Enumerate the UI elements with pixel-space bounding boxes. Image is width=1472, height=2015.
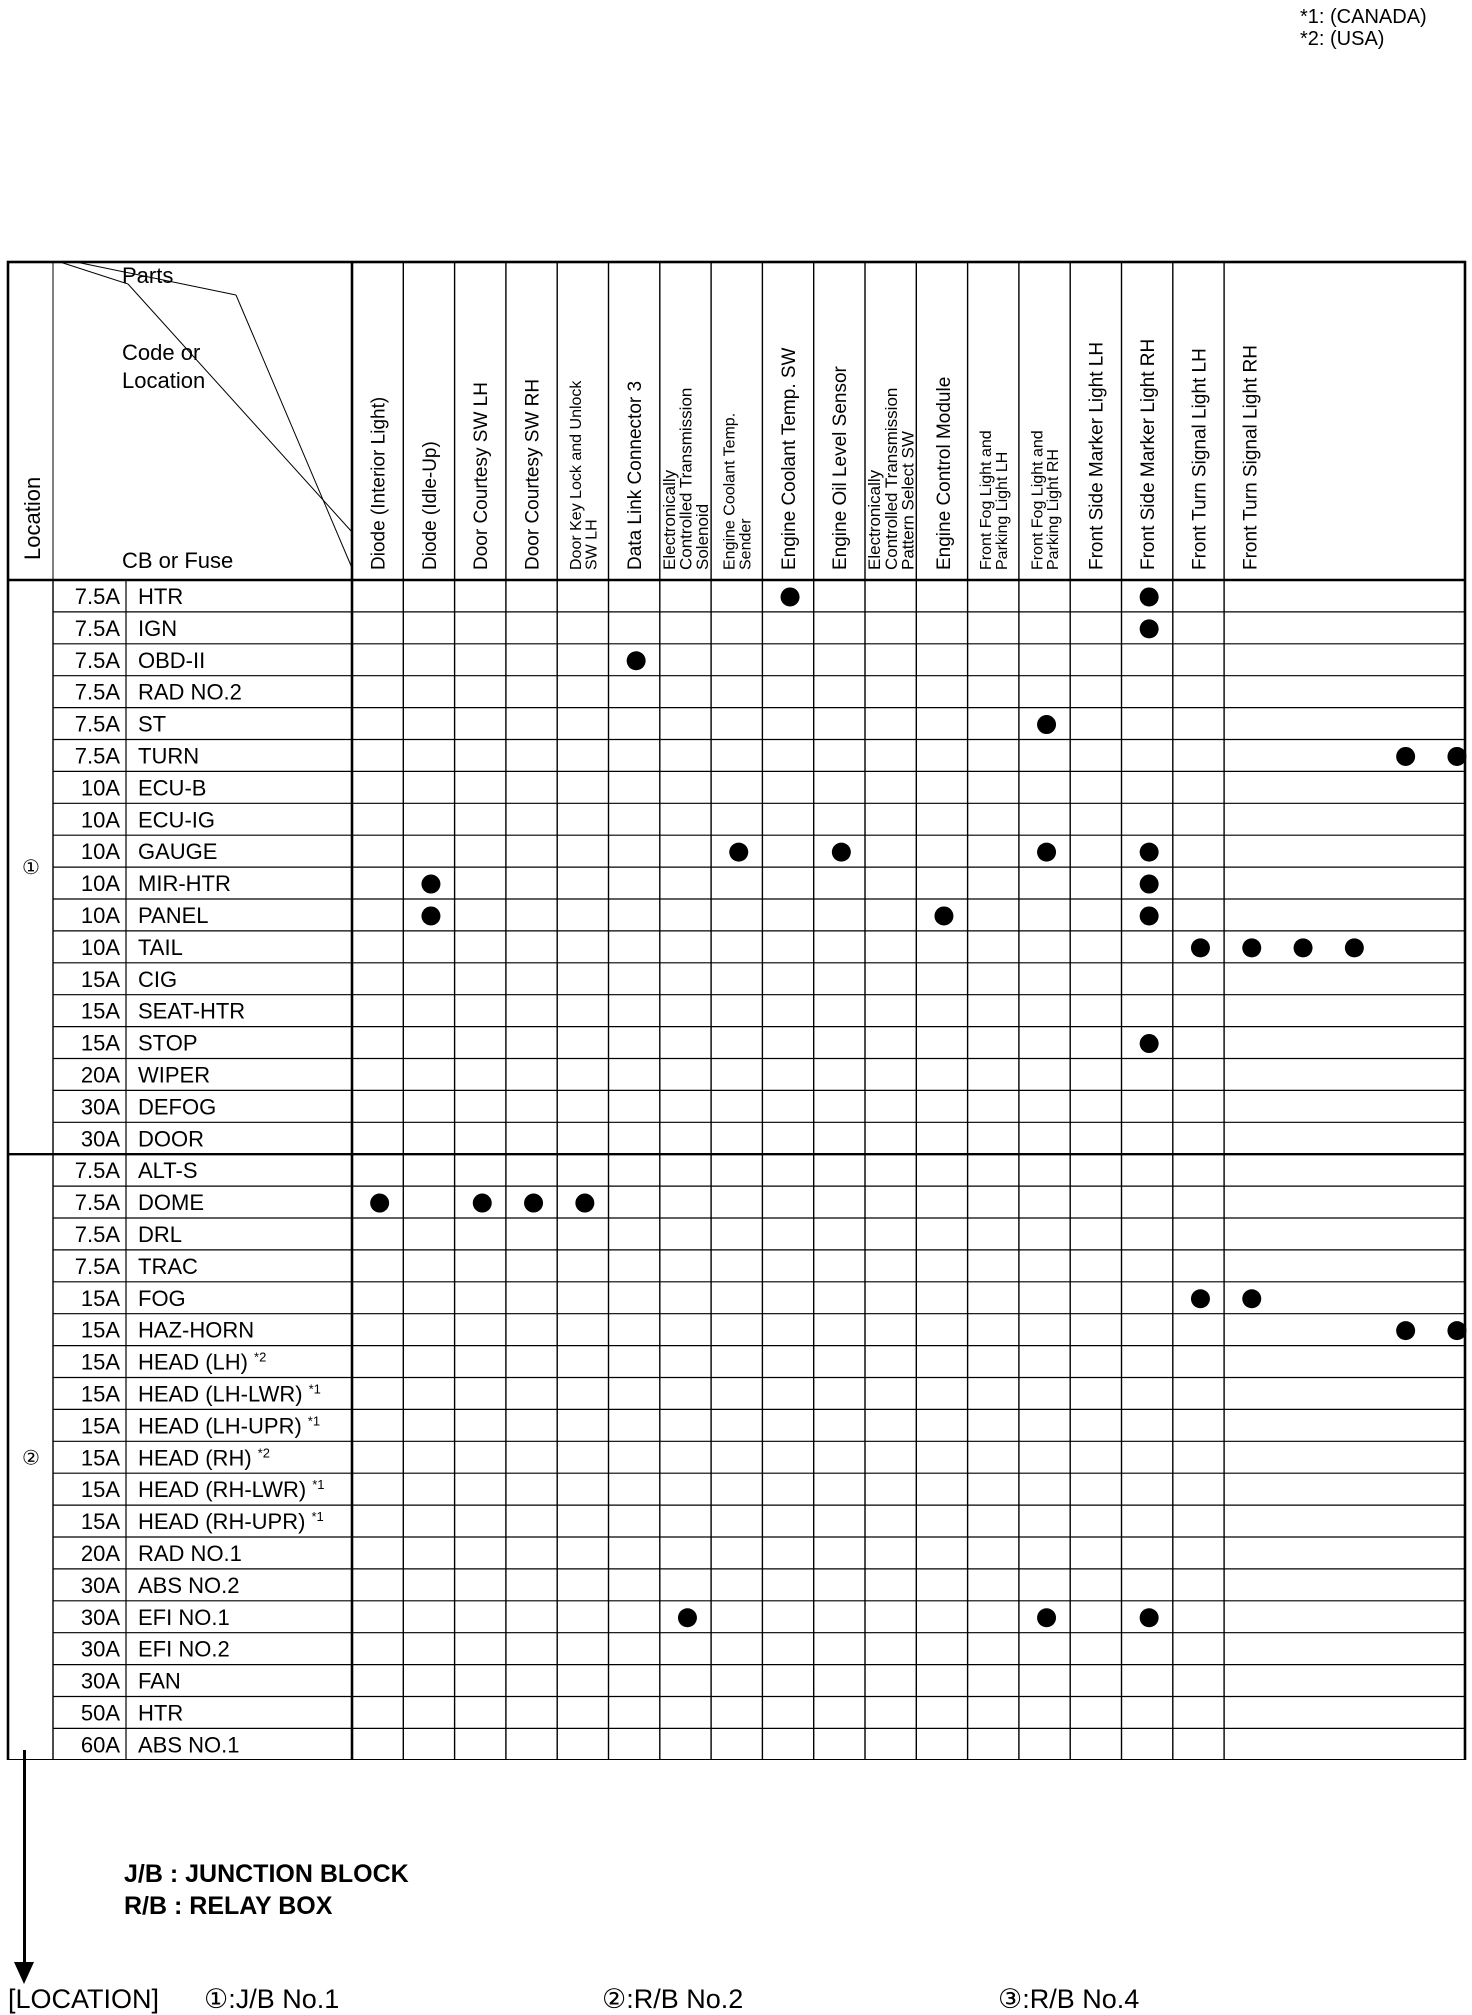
fuse-amperage: 7.5A xyxy=(74,1221,120,1247)
fuse-amperage: 30A xyxy=(80,1094,120,1120)
fuse-amperage: 7.5A xyxy=(74,647,120,673)
connection-dot xyxy=(1140,875,1159,894)
connection-dot xyxy=(1140,906,1159,925)
fuse-amperage: 10A xyxy=(80,871,120,897)
fuse-name: HTR xyxy=(138,583,184,609)
legend-relay-box: R/B : RELAY BOX xyxy=(124,1892,333,1920)
fuse-name: HEAD (RH-UPR) $^{*1}$ xyxy=(138,1509,324,1535)
connection-dot xyxy=(1037,843,1056,862)
connection-dot xyxy=(1037,1608,1056,1627)
fuse-name: TRAC xyxy=(138,1253,198,1279)
fuse-amperage: 10A xyxy=(80,902,120,928)
location-marker: ② xyxy=(22,1447,40,1470)
header-diagonal-line xyxy=(128,284,352,532)
fuse-name: IGN xyxy=(138,615,178,641)
fuse-name: FAN xyxy=(138,1668,181,1694)
fuse-amperage: 30A xyxy=(80,1636,120,1662)
fuse-amperage: 15A xyxy=(80,1285,120,1311)
connection-dot xyxy=(1037,715,1056,734)
fuse-name: HEAD (LH-LWR) $^{*1}$ xyxy=(138,1381,321,1407)
fuse-name: ST xyxy=(138,711,167,737)
code-or-location-label: Code or xyxy=(122,340,201,365)
fuse-amperage: 50A xyxy=(80,1700,120,1726)
fuse-amperage: 15A xyxy=(80,1317,120,1343)
column-header-label: Diode (Idle-Up) xyxy=(419,441,441,570)
fuse-name: DOME xyxy=(138,1190,204,1216)
location-arrow-icon xyxy=(14,1962,34,1984)
note-canada: *1: (CANADA) xyxy=(1300,6,1427,28)
connection-dot xyxy=(1242,1289,1261,1308)
fuse-name: ALT-S xyxy=(138,1158,198,1184)
fuse-name: DRL xyxy=(138,1221,183,1247)
fuse-name: HTR xyxy=(138,1700,184,1726)
fuse-name: CIG xyxy=(138,966,178,992)
fuse-amperage: 30A xyxy=(80,1572,120,1598)
connection-dot xyxy=(678,1608,697,1627)
connection-dot xyxy=(1191,1289,1210,1308)
fuse-name: RAD NO.2 xyxy=(138,679,242,705)
fuse-amperage: 15A xyxy=(80,966,120,992)
column-header-label: Engine Coolant Temp. SW xyxy=(778,347,800,570)
fuse-name: HEAD (LH) $^{*2}$ xyxy=(138,1349,267,1375)
fuse-amperage: 7.5A xyxy=(74,1158,120,1184)
connection-dot xyxy=(1447,1321,1466,1340)
fuse-amperage: 15A xyxy=(80,1509,120,1535)
connection-dot xyxy=(473,1194,492,1213)
connection-dot xyxy=(832,843,851,862)
fuse-amperage: 10A xyxy=(80,807,120,833)
fuse-name: ECU-B xyxy=(138,775,207,801)
fuse-amperage: 15A xyxy=(80,1349,120,1375)
connection-dot xyxy=(1396,1321,1415,1340)
connection-dot xyxy=(524,1194,543,1213)
column-header-label: Front Side Marker Light RH xyxy=(1137,338,1159,570)
column-header-label: Front Turn Signal Light LH xyxy=(1189,348,1211,570)
fuse-amperage: 15A xyxy=(80,1477,120,1503)
note-usa: *2: (USA) xyxy=(1300,28,1385,50)
location-marker: ① xyxy=(22,857,40,880)
cb-or-fuse-label: CB or Fuse xyxy=(122,548,234,573)
header-diagonal-line xyxy=(236,295,352,568)
column-header-label: Door Courtesy SW RH xyxy=(522,378,544,570)
fuse-name: DEFOG xyxy=(138,1094,217,1120)
connection-dot xyxy=(370,1194,389,1213)
connection-dot xyxy=(781,587,800,606)
fuse-amperage: 15A xyxy=(80,1413,120,1439)
fuse-amperage: 15A xyxy=(80,1445,120,1471)
column-header-label: Engine Coolant Temp.Sender xyxy=(721,412,755,570)
fuse-amperage: 10A xyxy=(80,775,120,801)
column-header-label: Engine Oil Level Sensor xyxy=(830,366,852,570)
fuse-amperage: 7.5A xyxy=(74,711,120,737)
fuse-name: TURN xyxy=(138,743,200,769)
fuse-amperage: 10A xyxy=(80,839,120,865)
fuse-amperage: 15A xyxy=(80,1381,120,1407)
column-header-label: Engine Control Module xyxy=(933,376,955,570)
location-header-label: Location xyxy=(20,476,45,560)
fuse-name: MIR-HTR xyxy=(138,871,231,897)
fuse-amperage: 7.5A xyxy=(74,1253,120,1279)
connection-dot xyxy=(1345,938,1364,957)
fuse-name: TAIL xyxy=(138,934,183,960)
fuse-amperage: 7.5A xyxy=(74,1190,120,1216)
column-header-label: ElectronicallyControlled TransmissionPattern Select SW xyxy=(865,387,918,570)
connection-dot xyxy=(421,906,440,925)
fuse-name: SEAT-HTR xyxy=(138,998,246,1024)
fuse-amperage: 60A xyxy=(80,1732,120,1758)
fuse-name: EFI NO.2 xyxy=(138,1636,230,1662)
fuse-name: ECU-IG xyxy=(138,807,215,833)
legend-junction-block: J/B : JUNCTION BLOCK xyxy=(124,1860,409,1888)
fuse-amperage: 7.5A xyxy=(74,615,120,641)
connection-dot xyxy=(934,906,953,925)
fuse-amperage: 30A xyxy=(80,1668,120,1694)
column-header-label: Front Fog Light andParking Light LH xyxy=(978,430,1011,570)
connection-dot xyxy=(1140,1608,1159,1627)
fuse-amperage: 7.5A xyxy=(74,679,120,705)
location-jb-no1: ①:J/B No.1 xyxy=(204,1984,340,2014)
code-or-location-label: Location xyxy=(122,368,206,393)
location-rb-no4: ③:R/B No.4 xyxy=(998,1984,1140,2014)
column-header-label: ElectronicallyControlled TransmissionSolenoid xyxy=(659,387,713,570)
column-header-label: Data Link Connector 3 xyxy=(624,380,646,570)
fuse-amperage: 10A xyxy=(80,934,120,960)
column-header-label: Front Fog Light andParking Light RH xyxy=(1029,430,1063,570)
fuse-name: HEAD (RH-LWR) $^{*1}$ xyxy=(138,1477,325,1503)
fuse-name: ABS NO.2 xyxy=(138,1572,240,1598)
fuse-name: STOP xyxy=(138,1030,198,1056)
fuse-name: HEAD (RH) $^{*2}$ xyxy=(138,1445,270,1471)
fuse-name: RAD NO.1 xyxy=(138,1540,242,1566)
connection-dot xyxy=(1140,619,1159,638)
fuse-name: WIPER xyxy=(138,1062,211,1088)
fuse-name: PANEL xyxy=(138,902,209,928)
connection-dot xyxy=(1242,938,1261,957)
fuse-amperage: 15A xyxy=(80,1030,120,1056)
connection-dot xyxy=(1140,1034,1159,1053)
column-header-label: Door Key Lock and UnlockSW LH xyxy=(567,380,601,570)
connection-dot xyxy=(729,843,748,862)
fuse-amperage: 7.5A xyxy=(74,743,120,769)
fuse-amperage: 20A xyxy=(80,1540,120,1566)
location-pointer-line xyxy=(23,1750,26,1966)
connection-dot xyxy=(1140,587,1159,606)
fuse-name: EFI NO.1 xyxy=(138,1604,230,1630)
connection-dot xyxy=(1294,938,1313,957)
location-rb-no2: ②:R/B No.2 xyxy=(602,1984,744,2014)
connection-dot xyxy=(1140,843,1159,862)
column-header-label: Front Side Marker Light LH xyxy=(1086,341,1108,570)
column-header-label: Door Courtesy SW LH xyxy=(471,382,493,570)
connection-dot xyxy=(1191,938,1210,957)
column-header-label: Diode (Interior Light) xyxy=(368,396,390,570)
connection-dot xyxy=(627,651,646,670)
fuse-amperage: 7.5A xyxy=(74,583,120,609)
fuse-name: OBD-II xyxy=(138,647,206,673)
abbreviation-legend xyxy=(124,1858,409,1922)
fuse-name: GAUGE xyxy=(138,839,218,865)
fuse-name: DOOR xyxy=(138,1126,204,1152)
fuse-amperage: 30A xyxy=(80,1126,120,1152)
fuse-name: HAZ-HORN xyxy=(138,1317,255,1343)
fuse-amperage: 30A xyxy=(80,1604,120,1630)
parts-label: Parts xyxy=(122,263,174,288)
connection-dot xyxy=(1396,747,1415,766)
connection-dot xyxy=(1447,747,1466,766)
connection-dot xyxy=(575,1194,594,1213)
fuse-amperage: 15A xyxy=(80,998,120,1024)
column-header-label: Front Turn Signal Light RH xyxy=(1240,345,1262,570)
fuse-name: FOG xyxy=(138,1285,186,1311)
location-label: [LOCATION] xyxy=(8,1984,160,2014)
fuse-amperage: 20A xyxy=(80,1062,120,1088)
fuse-name: HEAD (LH-UPR) $^{*1}$ xyxy=(138,1413,321,1439)
fuse-name: ABS NO.1 xyxy=(138,1732,240,1758)
connection-dot xyxy=(421,875,440,894)
